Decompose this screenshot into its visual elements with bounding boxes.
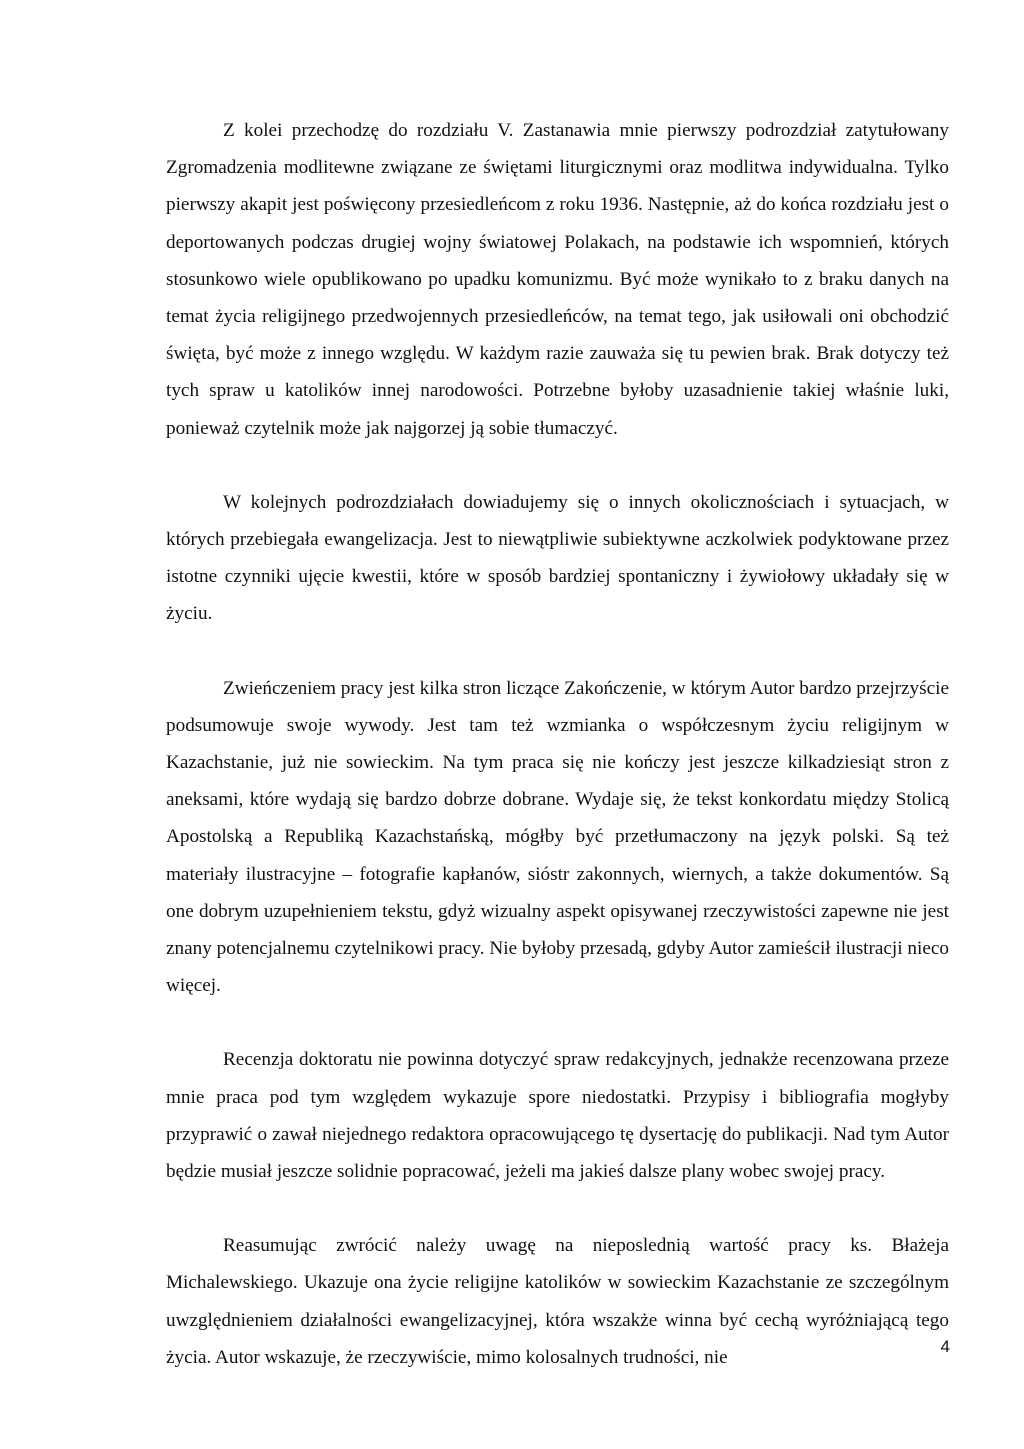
paragraph-conclusion: Zwieńczeniem pracy jest kilka stron liczące Zakończenie, w którym Autor bardzo przejrzyście podsumowuje swoje wywody. Jest tam też wzmianka o współczesnym życiu religijnym w Kazachstanie, już nie sowieckim. Na tym praca się nie kończy jest jeszcze kilkadziesiąt stron z aneksami, które wydają się bardzo dobrze dobrane. Wydaje się, że tekst konkordatu między Stolicą Apostolską a Republiką Kazachstańską, mógłby być przetłumaczony na język polski. Są też materiały ilustracyjne – fotografie kapłanów, sióstr zakonnych, wiernych, a także dokumentów. Są one dobrym uzupełnieniem tekstu, gdyż wizualny aspekt opisywanej rzeczywistości zapewne nie jest znany potencjalnemu czytelnikowi pracy. Nie byłoby przesadą, gdyby Autor zamieścił ilustracji nieco więcej. (166, 677, 949, 997)
paragraph-summary: Reasumując zwrócić należy uwagę na nieposlednią wartość pracy ks. Błażeja Michalewskiego. Ukazuje ona życie religijne katolików w sowieckim Kazachstanie ze szczególnym uwzględnieniem działalności ewangelizacyjnej, która wszakże winna być cechą wyróżniającą tego życia. Autor wskazuje, że rzeczywiście, mimo kolosalnych trudności, nie (166, 1235, 949, 1368)
paragraph-subchapters: W kolejnych podrozdziałach dowiadujemy się o innych okolicznościach i sytuacjach, w których przebiegała ewangelizacja. Jest to niewątpliwie subiektywne aczkolwiek podyktowane przez istotne czynniki ujęcie kwestii, które w sposób bardziej spontaniczny i żywiołowy układały się w życiu. (166, 491, 949, 625)
paragraph-editorial: Recenzja doktoratu nie powinna dotyczyć spraw redakcyjnych, jednakże recenzowana przeze mnie praca pod tym względem wykazuje spore niedostatki. Przypisy i bibliografia mogłyby przyprawić o zawał niejednego redaktora opracowującego tę dysertację do publikacji. Nad tym Autor będzie musiał jeszcze solidnie popracować, jeżeli ma jakieś dalsze plany wobec swojej pracy. (166, 1049, 949, 1183)
document-body (166, 112, 949, 1413)
page-number: 4 (940, 1337, 950, 1356)
paragraph-chapter-five: Z kolei przechodzę do rozdziału V. Zastanawia mnie pierwszy podrozdział zatytułowany Zgromadzenia modlitewne związane ze świętami liturgicznymi oraz modlitwa indywidualna. Tylko pierwszy akapit jest poświęcony przesiedleńcom z roku 1936. Następnie, aż do końca rozdziału jest o deportowanych podczas drugiej wojny światowej Polakach, na podstawie ich wspomnień, których stosunkowo wiele opublikowano po upadku komunizmu. Być może wynikało to z braku danych na temat życia religijnego przedwojennych przesiedleńców, na temat tego, jak usiłowali oni obchodzić święta, być może z innego względu. W każdym razie zauważa się tu pewien brak. Brak dotyczy też tych spraw u katolików innej narodowości. Potrzebne byłoby uzasadnienie takiej właśnie luki, ponieważ czytelnik może jak najgorzej ją sobie tłumaczyć. (166, 120, 949, 439)
